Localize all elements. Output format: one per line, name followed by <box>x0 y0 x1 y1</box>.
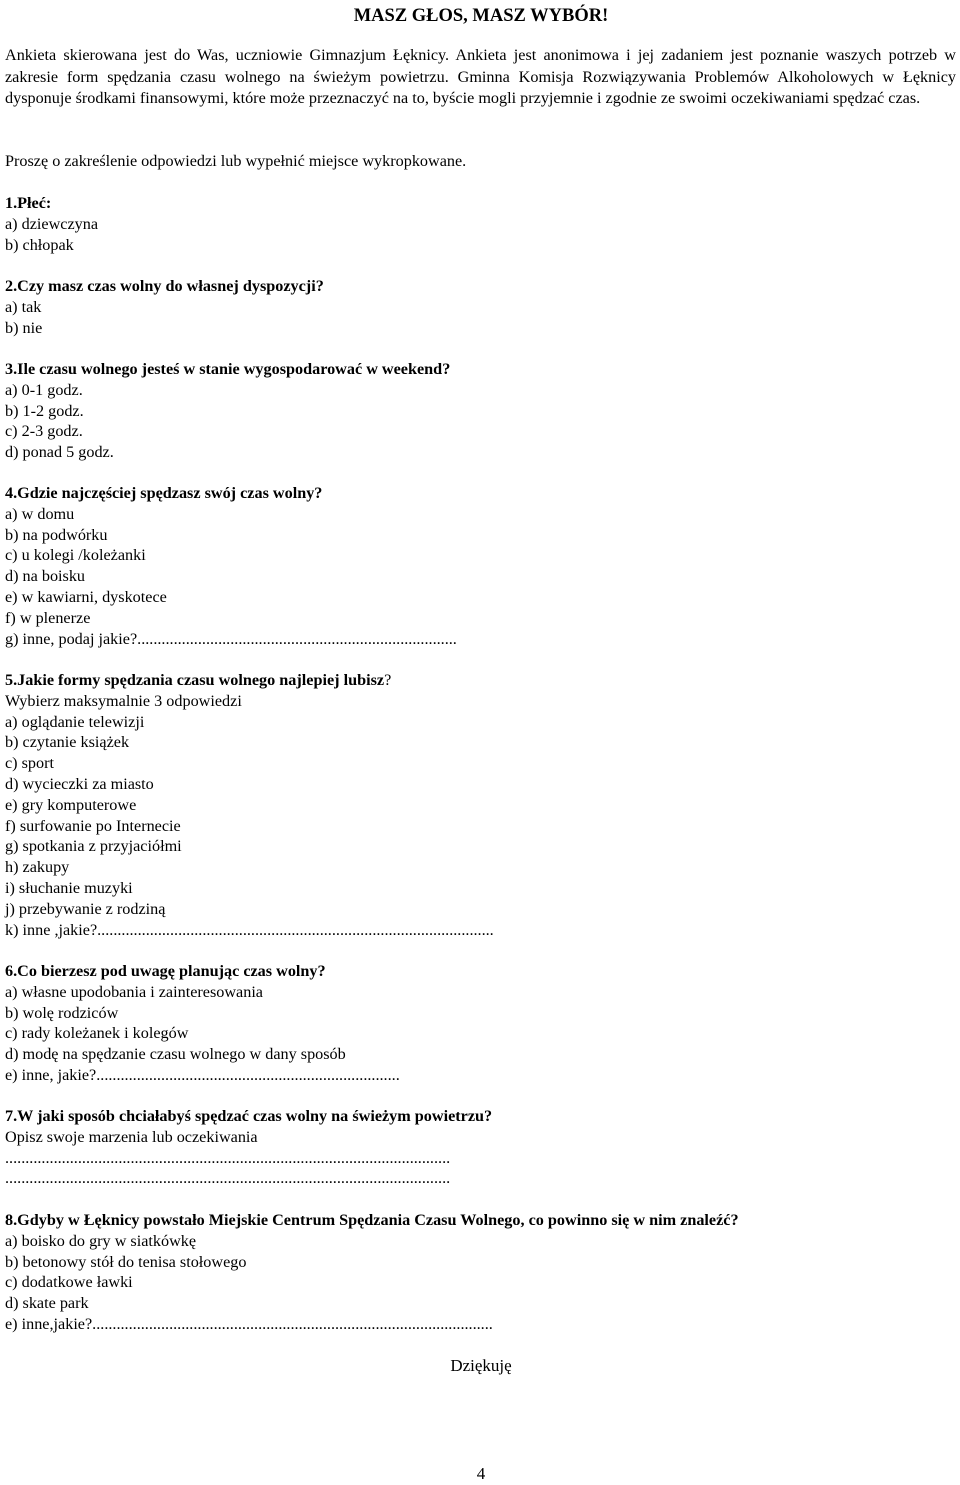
question-6 <box>5 961 955 1086</box>
question-8 <box>5 1210 955 1335</box>
answer-option[interactable]: c) rady koleżanek i kolegów <box>5 1024 189 1043</box>
answer-option[interactable]: d) ponad 5 godz. <box>5 443 114 462</box>
answer-option[interactable]: c) 2-3 godz. <box>5 422 83 441</box>
answer-option[interactable]: c) u kolegi /koleżanki <box>5 546 146 565</box>
answer-option[interactable]: a) oglądanie telewizji <box>5 712 145 731</box>
question-title-suffix: ? <box>384 671 392 689</box>
answer-option[interactable]: b) czytanie książek <box>5 733 130 752</box>
answer-option[interactable]: j) przebywanie z rodziną <box>5 899 166 918</box>
answer-option[interactable]: a) 0-1 godz. <box>5 380 83 399</box>
answer-option[interactable]: a) własne upodobania i zainteresowania <box>5 982 263 1001</box>
answer-option[interactable]: e) gry komputerowe <box>5 795 137 814</box>
answer-option[interactable]: f) w plenerze <box>5 608 91 627</box>
intro-paragraph: Ankieta skierowana jest do Was, uczniowie Gimnazjum Łęknicy. Ankieta jest anonimowa i jej zadaniem jest poznanie waszych potrzeb w zakresie form spędzania czasu wolnego na świeżym powietrzu. Gminna Komisja Rozwiązywania Problemów Alkoholowych w Łęknicy dysponuje środkami finansowymi, które może przeznaczyć na to, byście mogli przyjemnie i zgodnie ze swoimi oczekiwaniami spędzać czas. <box>5 46 956 107</box>
page-title: MASZ GŁOS, MASZ WYBÓR! <box>353 6 609 26</box>
answer-option[interactable]: e) w kawiarni, dyskotece <box>5 587 167 606</box>
answer-option[interactable]: c) sport <box>5 754 54 773</box>
question-title: 2.Czy masz czas wolny do własnej dyspozycji? <box>5 277 324 295</box>
question-7 <box>5 1106 955 1189</box>
answer-option[interactable]: d) modę na spędzanie czasu wolnego w dany sposób <box>5 1045 346 1064</box>
answer-option[interactable]: f) surfowanie po Internecie <box>5 816 181 835</box>
answer-option[interactable]: a) w domu <box>5 504 75 523</box>
question-title: 3.Ile czasu wolnego jesteś w stanie wygospodarować w weekend? <box>5 360 451 378</box>
answer-option[interactable]: d) na boisku <box>5 567 86 586</box>
answer-line[interactable]: .............................................................................................................. <box>5 1169 451 1188</box>
answer-option[interactable]: g) spotkania z przyjaciółmi <box>5 837 182 856</box>
page-number: 4 <box>476 1464 486 1483</box>
question-title: 7.W jaki sposób chciałabyś spędzać czas wolny na świeżym powietrzu? <box>5 1107 493 1125</box>
answer-option-other[interactable]: e) inne,jakie?................................................................................................... <box>5 1314 493 1333</box>
answer-option[interactable]: b) 1-2 godz. <box>5 401 84 420</box>
answer-option-other[interactable]: k) inne ,jakie?.................................................................................................. <box>5 920 494 939</box>
answer-option[interactable]: b) chłopak <box>5 235 74 254</box>
question-title: 1.Płeć: <box>5 194 52 212</box>
question-3 <box>5 359 955 463</box>
question-title-row <box>5 670 955 691</box>
question-4 <box>5 483 955 649</box>
answer-option[interactable]: d) skate park <box>5 1294 89 1313</box>
question-note: Opisz swoje marzenia lub oczekiwania <box>5 1127 258 1146</box>
answer-option[interactable]: b) nie <box>5 318 43 337</box>
question-1 <box>5 193 955 255</box>
answer-option-other[interactable]: e) inne, jakie?........................................................................... <box>5 1065 400 1084</box>
answer-option[interactable]: a) dziewczyna <box>5 214 99 233</box>
question-title: 8.Gdyby w Łęknicy powstało Miejskie Centrum Spędzania Czasu Wolnego, co powinno się w nim znaleźć? <box>5 1211 739 1229</box>
question-note: Wybierz maksymalnie 3 odpowiedzi <box>5 691 242 710</box>
answer-option[interactable]: a) boisko do gry w siatkówkę <box>5 1231 197 1250</box>
answer-option[interactable]: b) betonowy stół do tenisa stołowego <box>5 1252 247 1271</box>
question-5 <box>5 670 955 940</box>
answer-option[interactable]: b) na podwórku <box>5 525 108 544</box>
answer-option-other[interactable]: g) inne, podaj jakie?............................................................................... <box>5 629 457 648</box>
answer-option[interactable]: b) wolę rodziców <box>5 1003 119 1022</box>
question-2 <box>5 276 955 338</box>
closing-text: Dziękuję <box>450 1356 512 1375</box>
answer-option[interactable]: c) dodatkowe ławki <box>5 1273 133 1292</box>
question-title: 6.Co bierzesz pod uwagę planując czas wolny? <box>5 962 326 980</box>
answer-option[interactable]: i) słuchanie muzyki <box>5 878 133 897</box>
instruction-text: Proszę o zakreślenie odpowiedzi lub wypełnić miejsce wykropkowane. <box>5 152 467 170</box>
question-title: 5.Jakie formy spędzania czasu wolnego najlepiej lubisz <box>5 671 385 689</box>
answer-option[interactable]: a) tak <box>5 297 42 316</box>
answer-option[interactable]: d) wycieczki za miasto <box>5 774 154 793</box>
question-title: 4.Gdzie najczęściej spędzasz swój czas wolny? <box>5 484 323 502</box>
answer-option[interactable]: h) zakupy <box>5 858 70 877</box>
answer-line[interactable]: .............................................................................................................. <box>5 1148 451 1167</box>
